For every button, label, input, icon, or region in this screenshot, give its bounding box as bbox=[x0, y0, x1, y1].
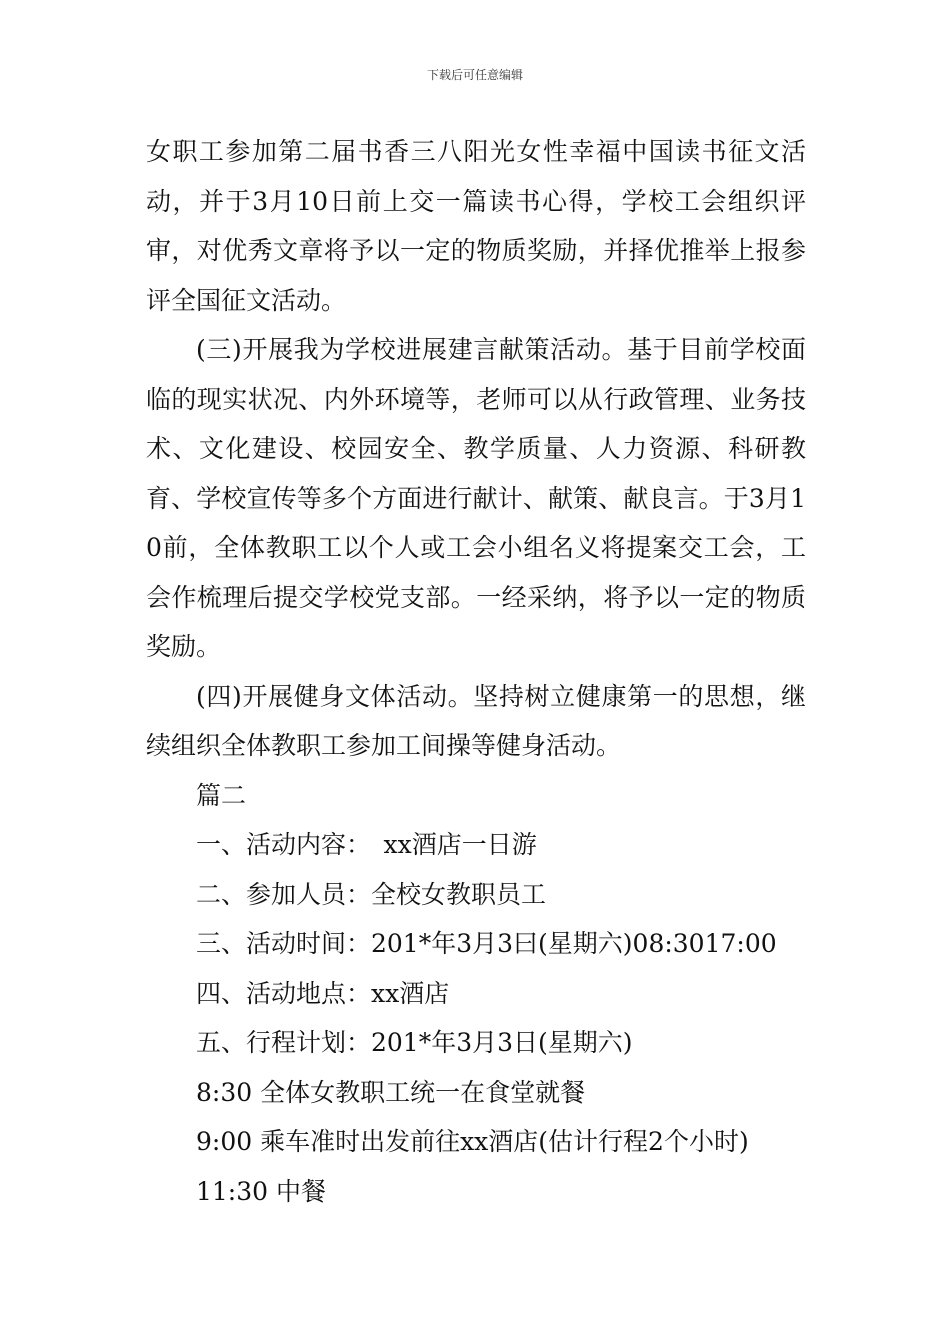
paragraph-suggestions: (三)开展我为学校进展建言献策活动。基于目前学校面临的现实状况、内外环境等，老师可以从行政管理、业务技术、文化建设、校园安全、教学质量、人力资源、科研教育、学校宣传等多个方面进行献计、献策、献良言。于3月10前，全体教职工以个人或工会小组名义将提案交工会，工会作梳理后提交学校党支部。一经采纳，将予以一定的物质奖励。 bbox=[146, 335, 806, 661]
list-item: 三、活动时间：201*年3月3曰(星期六)08:3017:00 bbox=[196, 929, 777, 958]
schedule-item: 11:30 中餐 bbox=[196, 1176, 326, 1206]
list-item: 二、参加人员：全校女教职员工 bbox=[196, 879, 547, 909]
section-heading: 篇二 bbox=[196, 780, 247, 810]
paragraph-fitness: (四)开展健身文体活动。坚持树立健康第一的思想，继续组织全体教职工参加工间操等健身活动。 bbox=[146, 681, 806, 760]
document-body bbox=[146, 127, 806, 1216]
paragraph-reading-essay: 女职工参加第二届书香三八阳光女性幸福中国读书征文活动，并于3月10日前上交一篇读书心得，学校工会组织评审，对优秀文章将予以一定的物质奖励，并择优推举上报参评全国征文活动。 bbox=[146, 137, 806, 315]
list-item: 五、行程计划：201*年3月3日(星期六) bbox=[196, 1028, 633, 1057]
schedule-item: 8:30 全体女教职工统一在食堂就餐 bbox=[196, 1077, 586, 1107]
list-item: 四、活动地点：xx酒店 bbox=[196, 978, 450, 1008]
list-item: 一、活动内容： xx酒店一日游 bbox=[196, 830, 537, 859]
page-header: 下载后可任意编辑 bbox=[426, 68, 523, 82]
schedule-item: 9:00 乘车准时出发前往xx酒店(估计行程2个小时) bbox=[196, 1127, 749, 1156]
